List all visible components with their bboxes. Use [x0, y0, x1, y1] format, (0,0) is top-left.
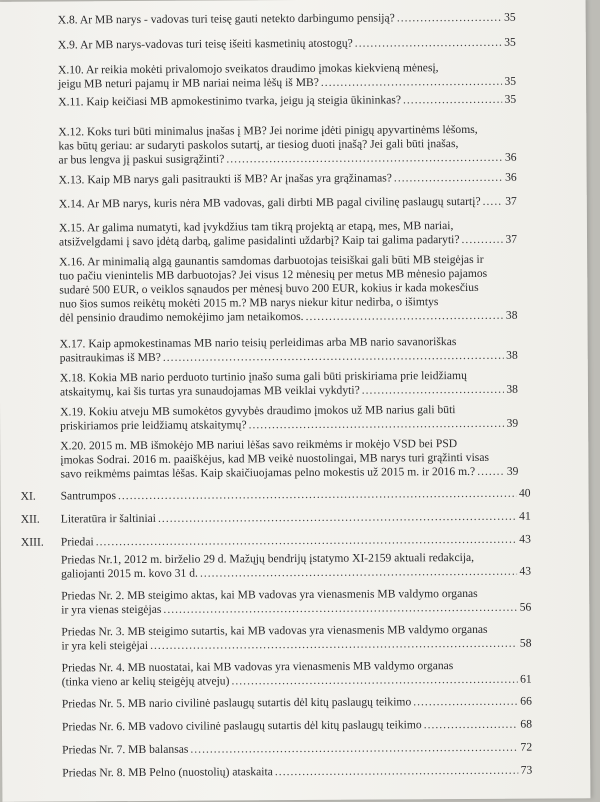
entry-text: jeigu MB neturi pajamų ir MB nariai neima lėšų iš MB?	[58, 75, 319, 91]
leader-dots	[275, 764, 519, 779]
entry-text: Priedas Nr. 2. MB steigimo aktas, kai MB vadovas yra vienasmenis MB valdymo organas	[61, 586, 478, 603]
leader-dots	[355, 36, 503, 51]
section-number: XII.	[20, 512, 40, 526]
page-number: 61	[520, 672, 532, 686]
entry-text: atsižvelgdami į savo įdėtą darbą, galime pasidalinti uždarbį? Kaip tai galima padaryti?	[58, 233, 460, 249]
page-number: 35	[504, 35, 516, 49]
toc-appendix-5	[62, 695, 532, 712]
page-number: 68	[520, 717, 533, 731]
toc-appendix-8	[62, 764, 532, 781]
entry-text: X.9. Ar MB narys-vadovas turi teisę išeiti kasmetinių atostogų?	[57, 36, 353, 52]
toc-appendix-7	[62, 741, 532, 758]
toc-section-xi	[21, 487, 531, 504]
entry-text: pasitraukimas iš MB?	[59, 350, 161, 365]
leader-dots	[413, 695, 518, 710]
toc-entry-x13	[59, 171, 517, 188]
entry-text: X.19. Kokiu atveju MB sumokėtos gyvybės draudimo įmokos už MB narius gali būti	[60, 403, 456, 419]
entry-text: ir yra keli steigėjai	[61, 638, 149, 653]
entry-text: atskaitymų, kai šis turtas yra sunaudojamas MB veiklai vykdyti?	[59, 383, 360, 399]
toc-entry-x10	[58, 61, 516, 92]
page-number: 37	[505, 232, 518, 246]
page-number: 35	[504, 92, 517, 106]
leader-dots	[163, 349, 504, 365]
leader-dots	[118, 487, 517, 503]
entry-text: Priedas Nr. 8. MB Pelno (nuostolių) ataskaita	[62, 765, 273, 780]
section-title: Literatūra ir šaltiniai	[60, 511, 157, 526]
entry-text: dėl pensinio draudimo nemokėjimo jam netaikomos.	[59, 309, 304, 325]
toc-entry-x15	[59, 219, 517, 250]
entry-text: sudarė 500 EUR, o veiklos sąnaudos per mėnesį buvo 200 EUR, kokius ir kada mokesčius	[59, 280, 479, 297]
leader-dots	[249, 417, 505, 433]
entry-text: X.17. Kaip apmokestinamas MB nario teisių perleidimas arba MB nario savanoriškas	[59, 335, 457, 351]
page-number: 72	[520, 740, 533, 754]
page-number: 39	[506, 416, 519, 430]
entry-text: Priedas Nr. 5. MB nario civilinė paslaugų sutartis dėl kitų paslaugų teikimo	[61, 695, 412, 711]
leader-dots	[477, 465, 505, 479]
toc-appendix-4	[62, 659, 532, 690]
entry-text: galiojanti 2015 m. kovo 31 d.	[61, 566, 198, 581]
entry-text: tuo pačiu vienintelis MB darbuotojas? Jei visus 12 mėnesių per metus MB mėnesio pajamos	[59, 266, 488, 283]
entry-text: X.12. Koks turi būti minimalus įnašas į MB? Jei norime įdėti pinigų apyvartinėms lėšoms,	[58, 122, 478, 139]
toc-entry-x12	[58, 123, 516, 168]
page-number: 56	[519, 600, 532, 614]
leader-dots	[96, 533, 518, 550]
entry-text: X.16. Ar minimalią algą gaunantis samdomas darbuotojas teisiškai gali būti MB steigėjas ir	[59, 252, 484, 269]
entry-text: Priedas Nr.1, 2012 m. birželio 29 d. Mažųjų bendrijų įstatymo XI-2159 aktuali redakcija,	[60, 550, 475, 567]
leader-dots	[394, 171, 503, 186]
leader-dots	[397, 11, 502, 26]
entry-text: X.20. 2015 m. MB išmokėjo MB nariui lėšas savo reikmėms ir mokėjo VSD bei PSD	[60, 437, 458, 453]
entry-text: priskiriamos prie leidžiamų atskaitymų?	[60, 418, 247, 433]
toc-entry-x16	[59, 253, 517, 326]
entry-text: kas būtų geriau: ar sudaryti paskolos sutartį, ar tiesiog duoti įnašą? Jei gali būti įnašas,	[58, 137, 459, 153]
entry-text: ir yra vienas steigėjas	[61, 602, 162, 617]
page-number: 35	[504, 74, 517, 88]
page-number: 43	[519, 564, 532, 578]
page-number: 36	[505, 170, 517, 184]
leader-dots	[321, 75, 503, 90]
leader-dots	[158, 510, 517, 526]
entry-text: X.13. Kaip MB narys gali pasitraukti iš MB? Ar įnašas yra grąžinamas?	[58, 171, 392, 187]
entry-text: savo reikmėms paimtas lėšas. Kaip skaičiuojamas pelno mokestis už 2015 m. ir 2016 m.?	[60, 464, 476, 481]
leader-dots	[424, 718, 519, 733]
leader-dots	[200, 565, 518, 581]
leader-dots	[163, 601, 517, 617]
section-title: Priedai	[60, 535, 94, 549]
entry-text: Priedas Nr. 6. MB vadovo civilinė paslaugų sutartis dėl kitų paslaugų teikimo	[61, 718, 422, 734]
toc-entry-x17	[60, 335, 518, 366]
page-number: 41	[519, 509, 531, 523]
entry-text: Priedas Nr. 3. MB steigimo sutartis, kai MB vadovas yra vienasmenis MB valdymo organas	[61, 622, 488, 639]
page-number: 36	[504, 150, 517, 164]
toc-section-xiii	[21, 533, 531, 550]
page-number: 35	[504, 10, 516, 24]
entry-text: nuo šios sumos reikėtų mokėti 2015 m.? MB narys niekur kitur nedirba, o išimtys	[59, 295, 439, 311]
leader-dots	[461, 233, 503, 247]
entry-text: (tinka vieno ar kelių steigėjų atveju)	[61, 674, 230, 689]
page-number: 39	[506, 464, 519, 478]
entry-text: ar bus lengva jį paskui susigrąžinti?	[58, 152, 225, 167]
page-number: 37	[505, 194, 517, 208]
toc-appendix-6	[62, 718, 532, 735]
page-number: 38	[506, 348, 518, 362]
toc-appendix-2	[61, 587, 531, 618]
section-title: Santrumpos	[60, 489, 117, 503]
entry-text: X.14. Ar MB narys, kuris nėra MB vadovas, gali dirbti MB pagal civilinę paslaugų sutartį?	[58, 194, 481, 211]
toc-section-xii	[21, 510, 531, 527]
page-number: 40	[518, 486, 531, 500]
entry-text: X.8. Ar MB narys - vadovas turi teisę gauti netekto darbingumo pensiją?	[57, 11, 395, 27]
toc-entry-x19	[60, 403, 518, 434]
page-number: 38	[505, 308, 518, 322]
page-number: 38	[506, 382, 518, 396]
section-number: XI.	[20, 489, 36, 503]
leader-dots	[362, 383, 505, 398]
entry-text: X.11. Kaip keičiasi MB apmokestinimo tvarka, jeigu ją steigia ūkininkas?	[58, 93, 402, 109]
toc-entry-x18	[60, 369, 518, 400]
toc-appendix-1	[61, 551, 531, 582]
leader-dots	[226, 151, 503, 167]
page-number: 73	[520, 763, 533, 777]
section-number: XIII.	[20, 535, 44, 549]
toc-appendix-3	[61, 623, 531, 654]
entry-text: Priedas Nr. 4. MB nuostatai, kai MB vadovas yra vienasmenis MB valdymo organas	[61, 659, 454, 675]
entry-text: įmokas Sodrai. 2016 m. paaiškėjus, kad MB veikė nuostolingai, MB narys turi grąžinti visas	[60, 450, 490, 467]
toc-entry-x14	[59, 195, 517, 212]
leader-dots	[403, 93, 503, 108]
entry-text: Priedas Nr. 7. MB balansas	[62, 742, 189, 757]
leader-dots	[483, 195, 504, 209]
leader-dots	[190, 741, 518, 757]
toc-entry-x11	[58, 93, 516, 110]
entry-text: X.18. Kokia MB nario perduoto turtinio įnašo suma gali būti priskiriama prie leidžiamų	[59, 368, 467, 385]
page-number: 58	[519, 636, 532, 650]
entry-text: X.10. Ar reikia mokėti privalomojo sveikatos draudimo įmokas kiekvieną mėnesį,	[57, 61, 439, 77]
page-number: 43	[519, 532, 531, 546]
entry-text: X.15. Ar galima numatyti, kad įvykdžius tam tikrą projektą ar etapą, mes, MB nariai,	[58, 219, 454, 235]
toc-entry-x20	[60, 437, 518, 482]
leader-dots	[231, 673, 518, 689]
leader-dots	[306, 309, 504, 324]
leader-dots	[150, 637, 518, 653]
page-number: 66	[520, 694, 532, 708]
toc-entry-x9	[58, 36, 516, 53]
toc-entry-x8	[58, 11, 516, 28]
